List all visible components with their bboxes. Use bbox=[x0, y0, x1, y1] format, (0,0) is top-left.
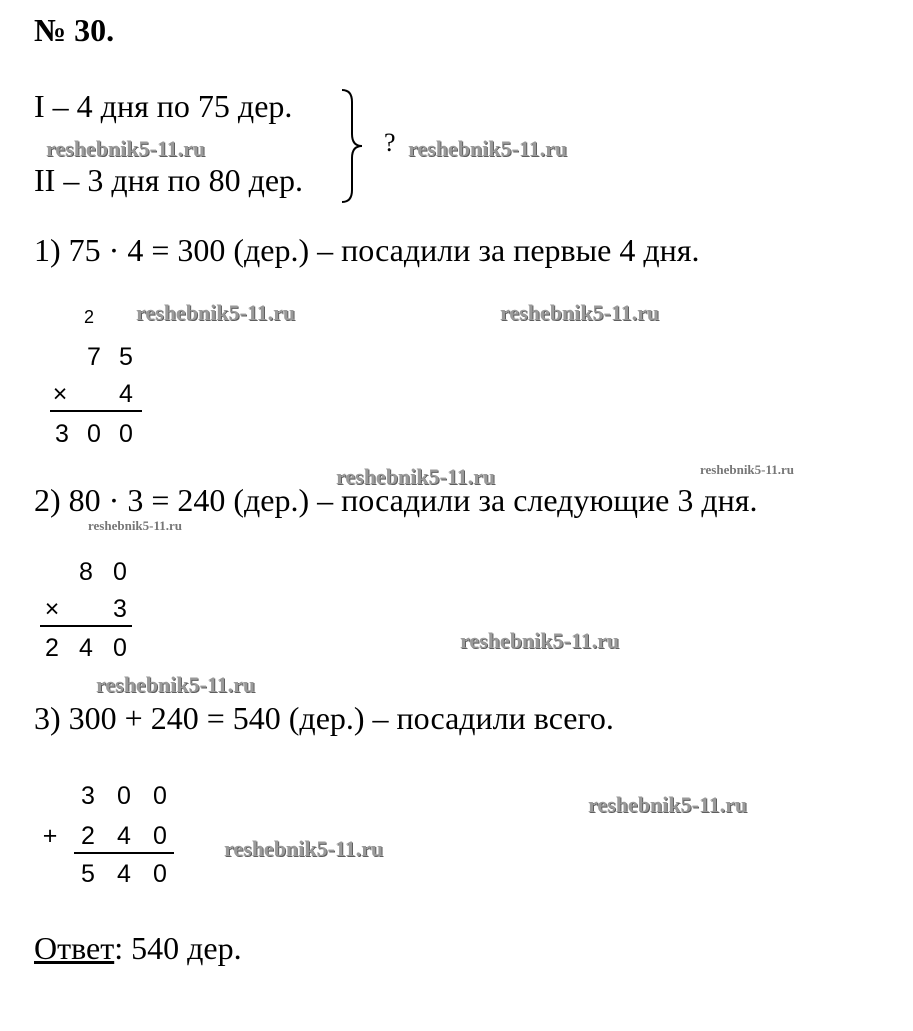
result-line bbox=[50, 410, 142, 412]
digit: 7 bbox=[87, 343, 101, 371]
answer-label: Ответ bbox=[34, 930, 115, 966]
watermark: reshebnik5-11.ru bbox=[46, 136, 206, 161]
digit: 0 bbox=[113, 558, 127, 586]
watermark: reshebnik5-11.ru bbox=[500, 300, 660, 325]
digit: 3 bbox=[55, 420, 69, 448]
digit: 4 bbox=[79, 634, 93, 662]
operator-sign: × bbox=[52, 380, 68, 408]
carry-digit: 2 bbox=[84, 307, 95, 327]
digit: 0 bbox=[117, 782, 131, 810]
watermark: reshebnik5-11.ru bbox=[96, 672, 256, 697]
condition-line-1: I – 4 дня по 75 дер. bbox=[34, 88, 293, 124]
digit: 0 bbox=[153, 860, 167, 888]
problem-number: № 30. bbox=[34, 12, 115, 48]
condition-line-2: II – 3 дня по 80 дер. bbox=[34, 162, 304, 198]
digit: 4 bbox=[119, 380, 133, 408]
digit: 3 bbox=[113, 595, 127, 623]
operator-sign: + bbox=[42, 822, 58, 850]
digit: 4 bbox=[117, 860, 131, 888]
digit: 3 bbox=[81, 782, 95, 810]
digit: 2 bbox=[81, 822, 95, 850]
question-mark: ? bbox=[384, 128, 396, 157]
digit: 5 bbox=[119, 343, 133, 371]
digit: 0 bbox=[119, 420, 133, 448]
digit: 5 bbox=[81, 860, 95, 888]
result-line bbox=[74, 852, 174, 854]
answer-value: : 540 дер. bbox=[114, 930, 242, 966]
watermark: reshebnik5-11.ru bbox=[88, 518, 183, 533]
watermark: reshebnik5-11.ru bbox=[336, 464, 496, 489]
answer bbox=[34, 930, 242, 967]
step-2: 2) 80 · 3 = 240 (дер.) – посадили за следующие 3 дня. bbox=[34, 482, 758, 518]
curly-brace-icon bbox=[338, 88, 368, 204]
watermark: reshebnik5-11.ru bbox=[136, 300, 296, 325]
digit: 0 bbox=[113, 634, 127, 662]
step-3: 3) 300 + 240 = 540 (дер.) – посадили всего. bbox=[34, 700, 614, 736]
digit: 0 bbox=[153, 782, 167, 810]
watermark: reshebnik5-11.ru bbox=[460, 628, 620, 653]
digit: 0 bbox=[87, 420, 101, 448]
watermark: reshebnik5-11.ru bbox=[588, 792, 748, 817]
watermark: reshebnik5-11.ru bbox=[700, 462, 795, 477]
result-line bbox=[40, 625, 132, 627]
watermark: reshebnik5-11.ru bbox=[224, 836, 384, 861]
watermark: reshebnik5-11.ru bbox=[408, 136, 568, 161]
digit: 4 bbox=[117, 822, 131, 850]
digit: 2 bbox=[45, 634, 59, 662]
digit: 8 bbox=[79, 558, 93, 586]
digit: 0 bbox=[153, 822, 167, 850]
operator-sign: × bbox=[44, 595, 60, 623]
step-1: 1) 75 · 4 = 300 (дер.) – посадили за первые 4 дня. bbox=[34, 232, 700, 268]
